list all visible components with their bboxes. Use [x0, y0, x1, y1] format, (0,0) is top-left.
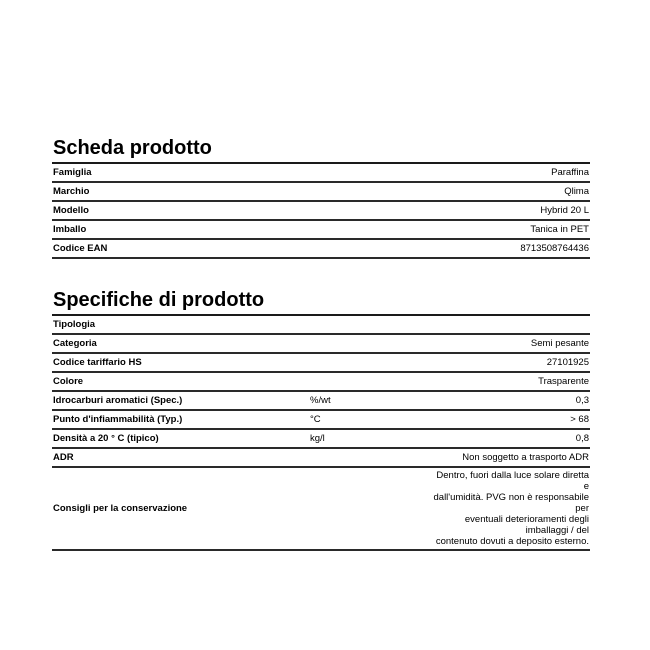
row-label: Imballo	[52, 220, 309, 239]
table-row	[52, 429, 590, 448]
row-label: Categoria	[52, 334, 309, 353]
row-label: Codice tariffario HS	[52, 353, 309, 372]
row-label: Idrocarburi aromatici (Spec.)	[52, 391, 309, 410]
product-sheet-title: Scheda prodotto	[53, 137, 212, 159]
row-label: Tipologia	[52, 315, 309, 334]
row-unit: %/wt	[309, 391, 431, 410]
table-row	[52, 239, 590, 258]
row-label: Famiglia	[52, 163, 309, 182]
table-row	[52, 163, 590, 182]
row-label: ADR	[52, 448, 309, 467]
row-unit: kg/l	[309, 429, 431, 448]
row-value: Hybrid 20 L	[309, 201, 590, 220]
row-unit	[309, 334, 431, 353]
table-row	[52, 220, 590, 239]
row-value: Trasparente	[431, 372, 590, 391]
row-unit	[309, 372, 431, 391]
row-label: Colore	[52, 372, 309, 391]
row-value: Paraffina	[309, 163, 590, 182]
row-value: 8713508764436	[309, 239, 590, 258]
product-sheet-table	[52, 162, 590, 259]
table-row	[52, 448, 590, 467]
row-value-multiline	[431, 467, 590, 550]
table-row	[52, 467, 590, 550]
product-specs-section	[52, 288, 590, 551]
row-value: Qlima	[309, 182, 590, 201]
row-value: > 68	[431, 410, 590, 429]
table-row	[52, 315, 590, 334]
row-value: 0,8	[431, 429, 590, 448]
row-unit: °C	[309, 410, 431, 429]
row-value: 0,3	[431, 391, 590, 410]
value-line: dall'umidità. PVG non è responsabile per	[433, 492, 589, 514]
value-line: Dentro, fuori dalla luce solare diretta e	[436, 470, 589, 492]
row-label: Codice EAN	[52, 239, 309, 258]
product-specs-table	[52, 314, 590, 551]
row-label: Consigli per la conservazione	[52, 467, 309, 550]
product-specs-title: Specifiche di prodotto	[53, 289, 265, 311]
row-value: 27101925	[431, 353, 590, 372]
table-row	[52, 391, 590, 410]
table-row	[52, 182, 590, 201]
table-row	[52, 353, 590, 372]
row-label: Punto d'infiammabilità (Typ.)	[52, 410, 309, 429]
row-value: Semi pesante	[431, 334, 590, 353]
row-value	[431, 315, 590, 334]
table-row	[52, 201, 590, 220]
row-label: Marchio	[52, 182, 309, 201]
row-unit	[309, 448, 431, 467]
row-value: Non soggetto a trasporto ADR	[431, 448, 590, 467]
table-row	[52, 372, 590, 391]
table-row	[52, 334, 590, 353]
row-unit	[309, 467, 431, 550]
row-value: Tanica in PET	[309, 220, 590, 239]
row-label: Densità a 20 ° C (tipico)	[52, 429, 309, 448]
value-line: contenuto dovuti a deposito esterno.	[435, 536, 589, 547]
value-line: eventuali deterioramenti degli imballaggi / del	[464, 514, 589, 536]
row-unit	[309, 353, 431, 372]
product-sheet-section	[52, 136, 590, 259]
row-unit	[309, 315, 431, 334]
row-label: Modello	[52, 201, 309, 220]
table-row	[52, 410, 590, 429]
